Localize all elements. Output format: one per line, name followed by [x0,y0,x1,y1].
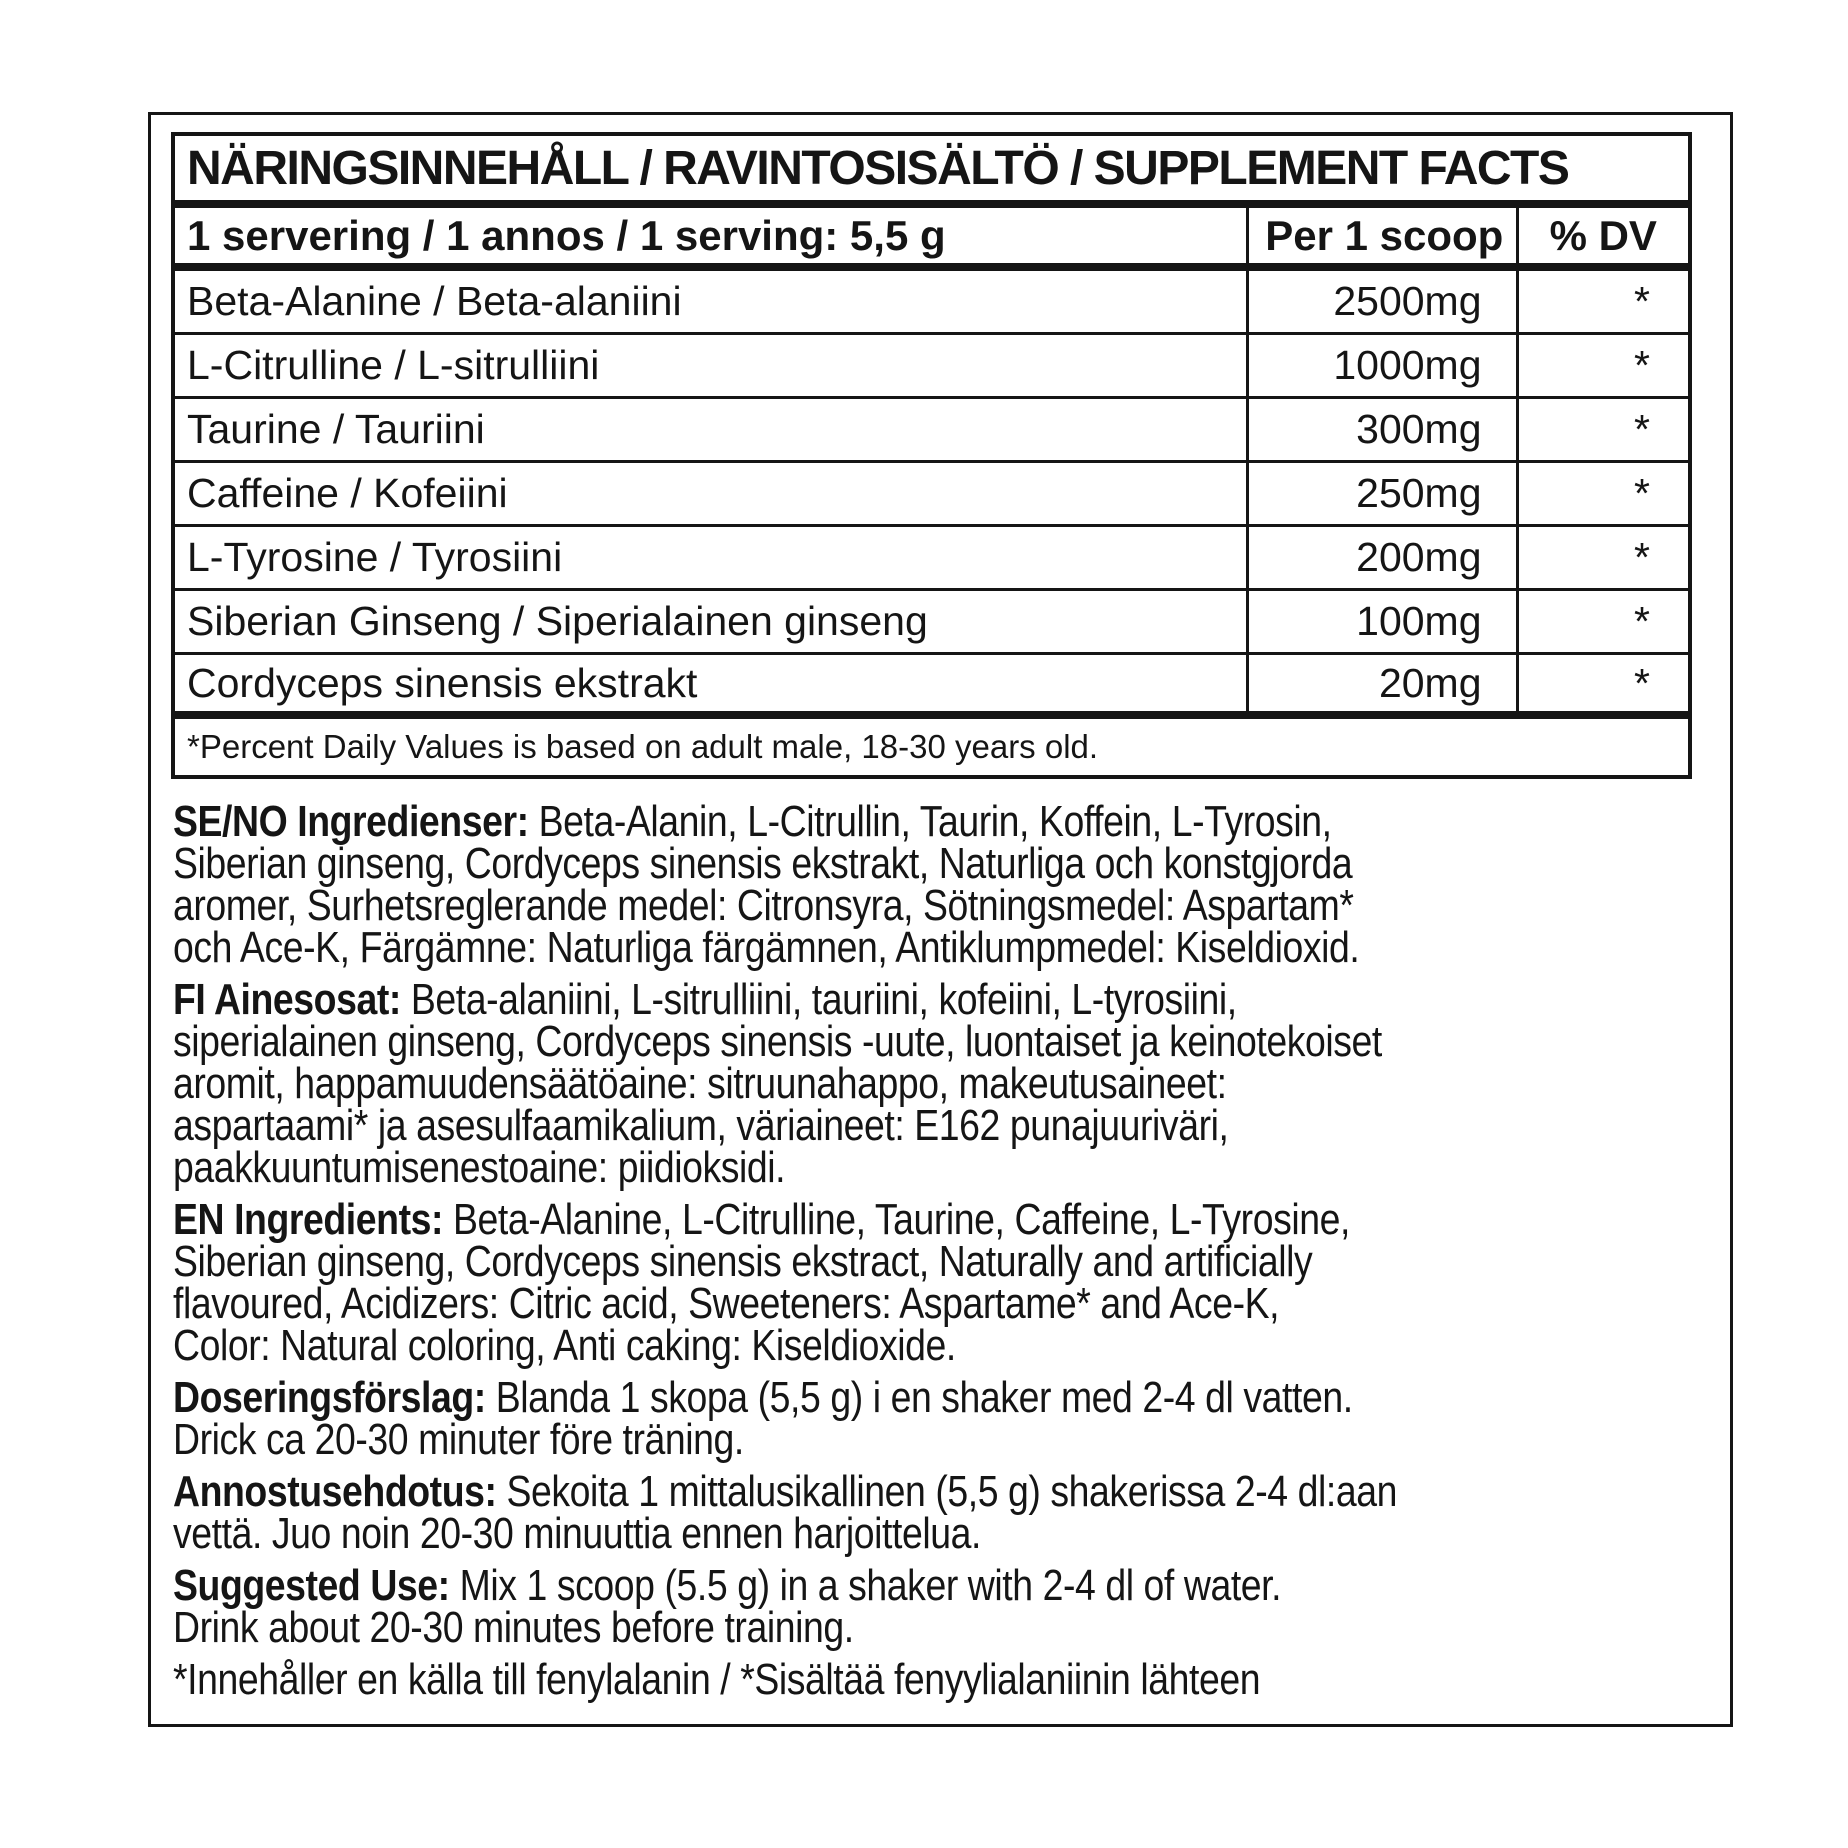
paragraph-line [173,1373,1733,1422]
paragraph-line [173,797,1733,846]
paragraph-label: Doseringsförslag: [173,1373,486,1422]
paragraph-label: SE/NO Ingredienser: [173,797,529,846]
ingredient-amount: 100mg [1246,591,1515,655]
table-title: NÄRINGSINNEHÅLL / RAVINTOSISÄLTÖ / SUPPLEMENT FACTS [175,136,1688,208]
paragraph-line: Drink about 20-30 minutes before training. [173,1603,854,1652]
ingredient-dv: * [1516,463,1688,527]
paragraph-line: Siberian ginseng, Cordyceps sinensis ekstract, Naturally and artificially [173,1237,1313,1286]
paragraph-label: Suggested Use: [173,1561,450,1610]
ingredient-dv: * [1516,335,1688,399]
ingredient-amount: 20mg [1246,655,1515,719]
paragraph-line: paakkuuntumisenestoaine: piidioksidi. [173,1143,786,1192]
ingredient-name: Caffeine / Kofeiini [175,463,1246,527]
paragraph-line: aspartaami* ja asesulfaamikalium, väriaineet: E162 punajuuriväri, [173,1101,1229,1150]
paragraph-line: flavoured, Acidizers: Citric acid, Sweeteners: Aspartame* and Ace-K, [173,1279,1280,1328]
paragraph-text: Beta-alaniini, L-sitrulliini, tauriini, kofeiini, L-tyrosiini, [400,975,1237,1024]
ingredient-name: Beta-Alanine / Beta-alaniini [175,271,1246,335]
paragraph-line: Color: Natural coloring, Anti caking: Kiseldioxide. [173,1321,956,1370]
per-scoop-header: Per 1 scoop [1246,208,1515,271]
phenylalanine-warning [173,1655,1733,1704]
paragraph-line [173,1467,1733,1516]
paragraph-line: *Innehåller en källa till fenylalanin / *Sisältää fenyylialaniinin lähteen [173,1655,1261,1704]
label-border [148,112,1733,1727]
ingredient-name: Taurine / Tauriini [175,399,1246,463]
dv-header: % DV [1516,208,1688,271]
paragraph-label: Annostusehdotus: [173,1467,497,1516]
ingredient-name: Cordyceps sinensis ekstrakt [175,655,1246,719]
paragraph-label: EN Ingredients: [173,1195,444,1244]
paragraph-line: siperialainen ginseng, Cordyceps sinensis -uute, luontaiset ja keinotekoiset [173,1017,1382,1066]
ingredient-dv: * [1516,399,1688,463]
paragraph-text: Mix 1 scoop (5.5 g) in a shaker with 2-4 dl of water. [449,1561,1282,1610]
paragraph-text: Sekoita 1 mittalusikallinen (5,5 g) shakerissa 2-4 dl:aan [496,1467,1397,1516]
paragraph-text: Beta-Alanine, L-Citrulline, Taurine, Caffeine, L-Tyrosine, [443,1195,1350,1244]
paragraph-line [173,1561,1733,1610]
paragraph-line [173,1195,1733,1244]
paragraph-text: Beta-Alanin, L-Citrullin, Taurin, Koffein, L-Tyrosin, [528,797,1332,846]
table-footnote: *Percent Daily Values is based on adult male, 18-30 years old. [187,728,1099,765]
dosage-paragraph-se [173,1373,1733,1464]
ingredients-paragraph-en [173,1195,1733,1370]
paragraph-line: vettä. Juo noin 20-30 minuuttia ennen harjoittelua. [173,1509,981,1558]
ingredient-amount: 200mg [1246,527,1515,591]
ingredient-name: L-Tyrosine / Tyrosiini [175,527,1246,591]
ingredients-paragraph-se-no [173,797,1733,972]
paragraph-text: Blanda 1 skopa (5,5 g) i en shaker med 2-4 dl vatten. [485,1373,1353,1422]
ingredient-name: Siberian Ginseng / Siperialainen ginseng [175,591,1246,655]
ingredient-amount: 1000mg [1246,335,1515,399]
ingredient-dv: * [1516,271,1688,335]
serving-header: 1 servering / 1 annos / 1 serving: 5,5 g [175,208,1246,271]
ingredient-dv: * [1516,527,1688,591]
dosage-paragraph-fi [173,1467,1733,1558]
ingredient-dv: * [1516,591,1688,655]
paragraph-line: Siberian ginseng, Cordyceps sinensis ekstrakt, Naturliga och konstgjorda [173,839,1353,888]
ingredient-amount: 300mg [1246,399,1515,463]
paragraph-label: FI Ainesosat: [173,975,401,1024]
ingredients-paragraph-fi [173,975,1733,1192]
supplement-facts-table [171,132,1692,779]
paragraph-line: och Ace-K, Färgämne: Naturliga färgämnen, Antiklumpmedel: Kiseldioxid. [173,923,1360,972]
paragraph-line: Drick ca 20-30 minuter före träning. [173,1415,744,1464]
ingredient-amount: 250mg [1246,463,1515,527]
paragraph-line: aromit, happamuudensäätöaine: sitruunahappo, makeutusaineet: [173,1059,1227,1108]
ingredient-name: L-Citrulline / L-sitrulliini [175,335,1246,399]
paragraph-line: aromer, Surhetsreglerande medel: Citronsyra, Sötningsmedel: Aspartam* [173,881,1354,930]
label-text-section [173,797,1733,1711]
dosage-paragraph-en [173,1561,1733,1652]
ingredient-amount: 2500mg [1246,271,1515,335]
paragraph-line [173,975,1733,1024]
ingredient-dv: * [1516,655,1688,719]
